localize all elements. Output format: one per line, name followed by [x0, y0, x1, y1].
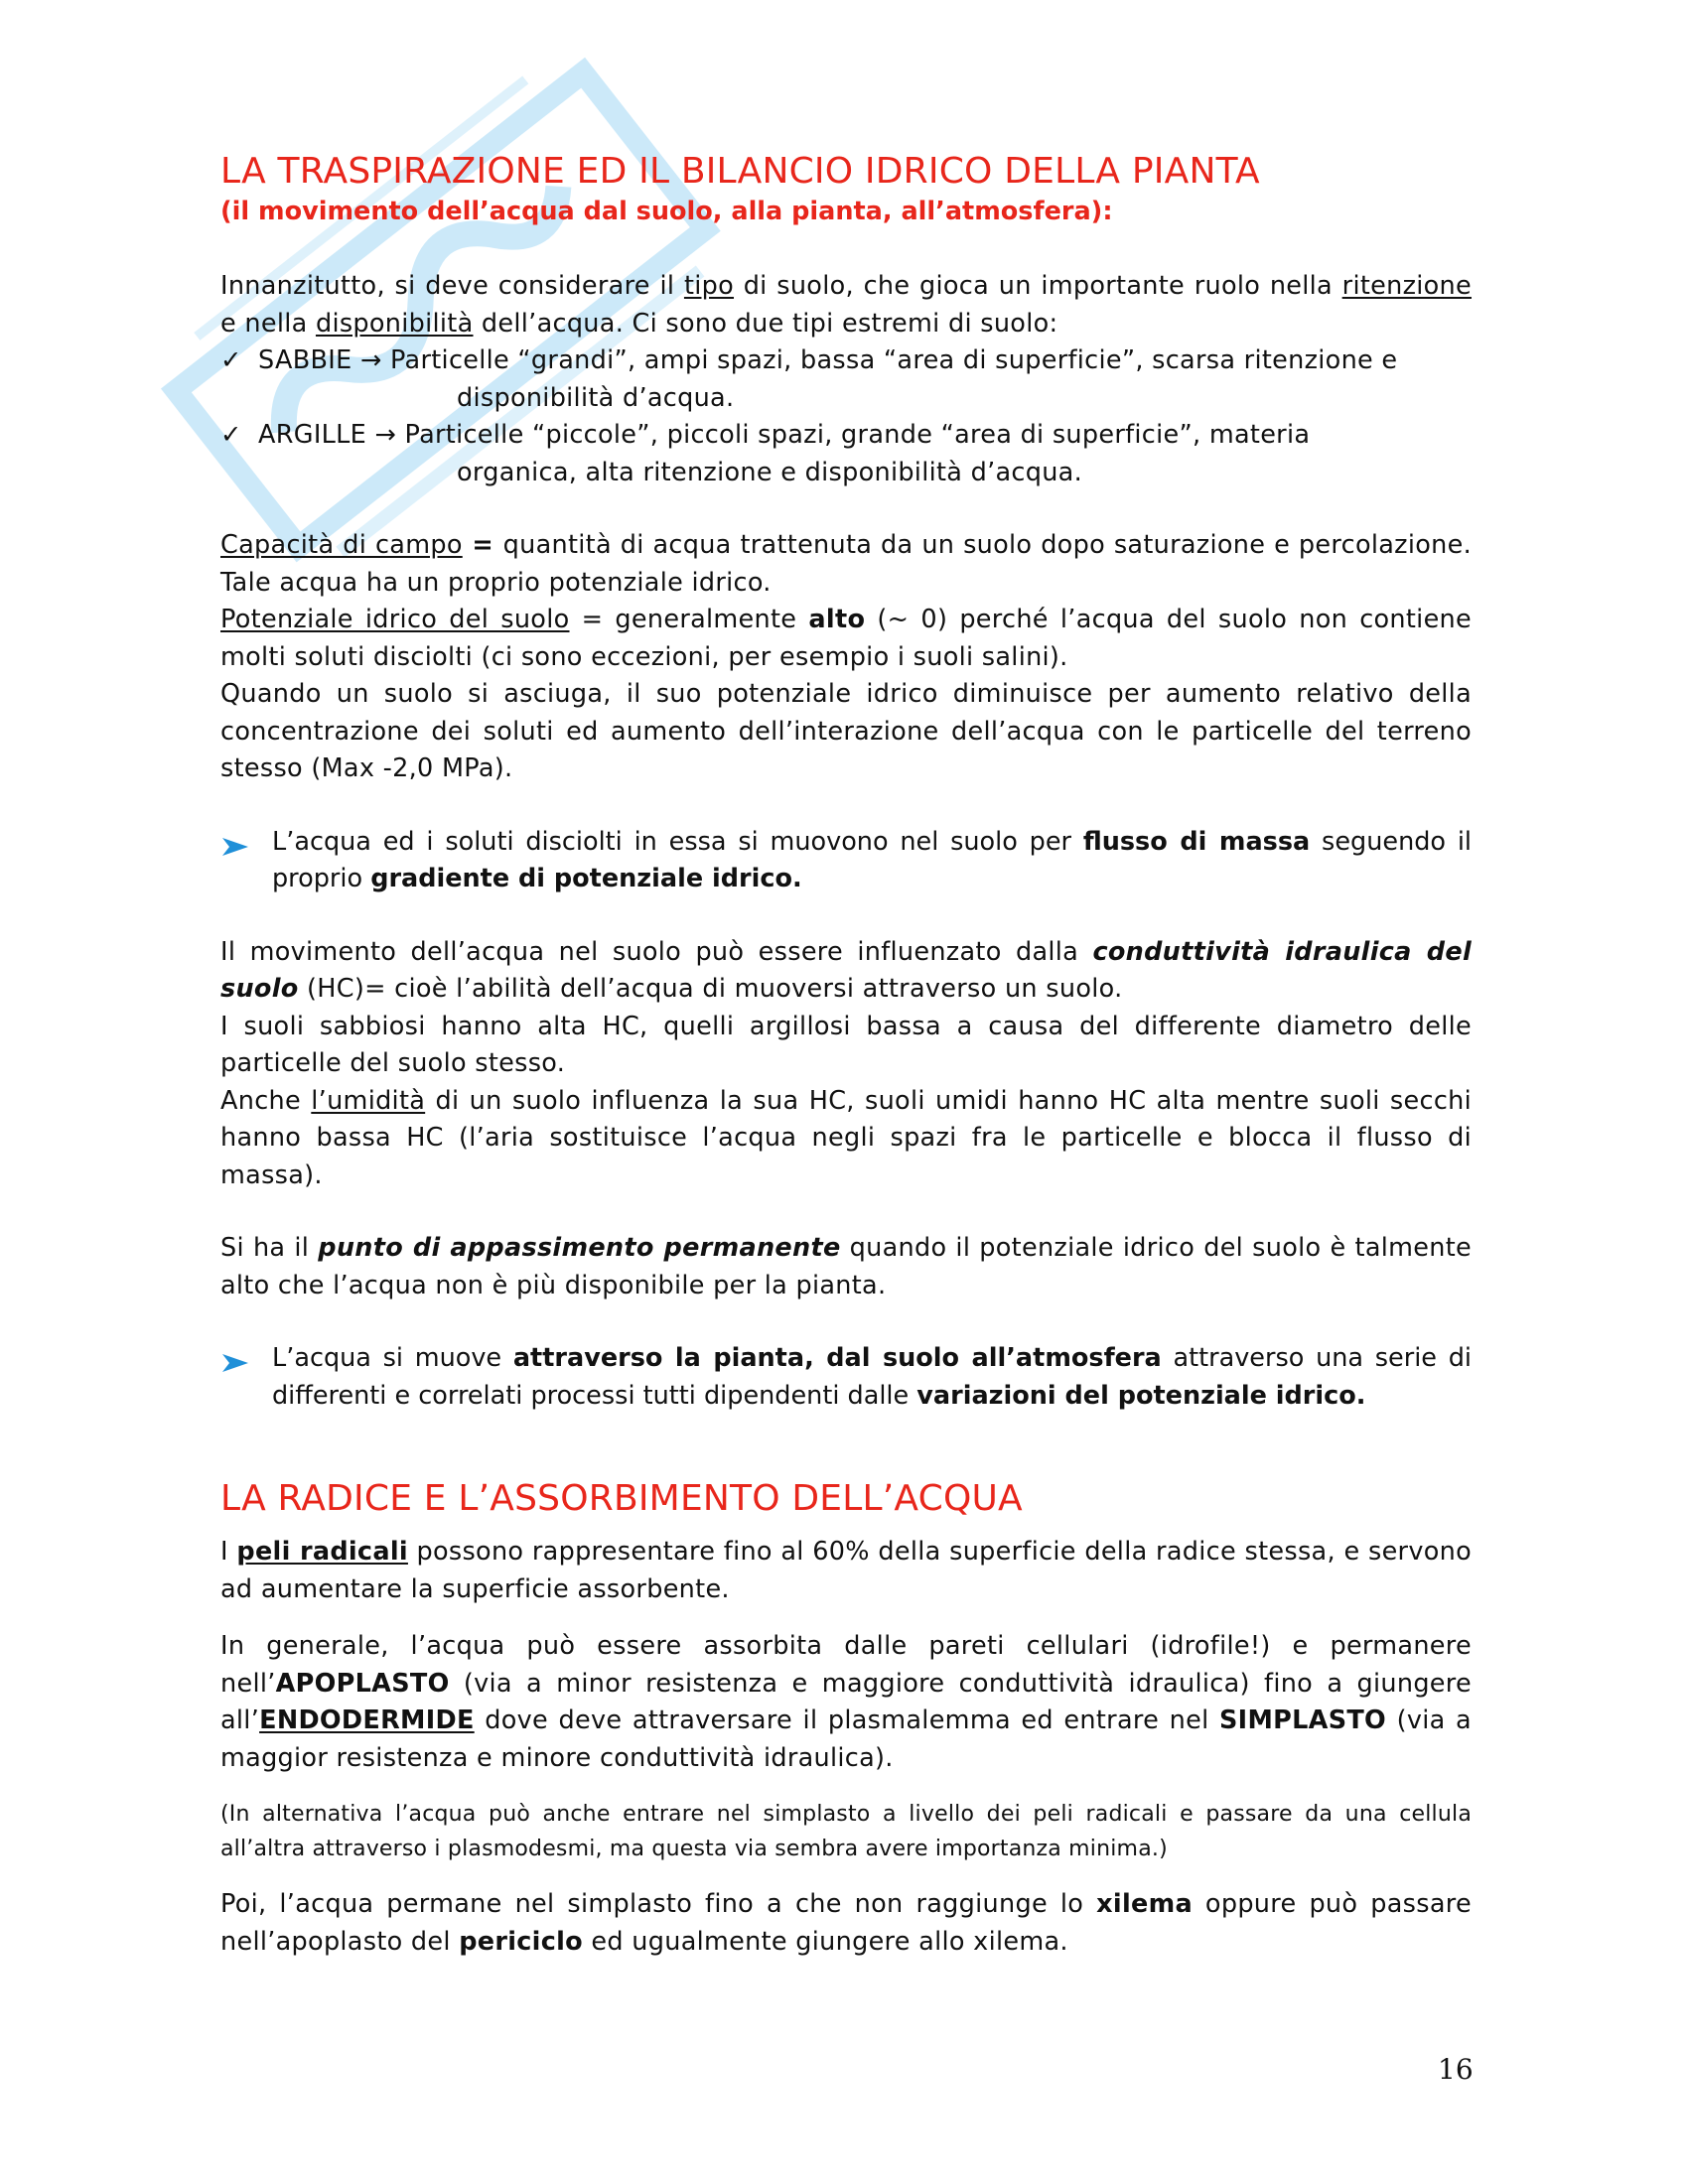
alternative-paragraph: (In alternativa l’acqua può anche entrare nel simplasto a livello dei peli radicali e passare da una cellula all’altra attraverso i plasmodesmi, ma questa via sembra avere importanza minima.) [220, 1802, 1472, 1861]
bullet-water-path: L’acqua si muove attraverso la pianta, dal suolo all’atmosfera attraverso una serie di differenti e correlati processi tutti dipendenti dalle variazioni del potenziale idrico. [220, 1340, 1472, 1415]
apoplast-paragraph: In generale, l’acqua può essere assorbita dalle pareti cellulari (idrofile!) e permanere nell’APOPLASTO (via a minor resistenza e maggiore conduttività idraulica) fino a giungere all’ENDODERMIDE dove deve attraversare il plasmalemma ed entrare nel SIMPLASTO (via a maggior resistenza e minore conduttività idraulica). [220, 1631, 1472, 1773]
humidity-paragraph: Anche l’umidità di un suolo influenza la sua HC, suoli umidi hanno HC alta mentre suoli secchi hanno bassa HC (l’aria sostituisce l’acqua negli spazi fra le particelle e blocca il flusso di massa). [220, 1085, 1472, 1190]
page-content [220, 149, 1472, 1961]
xylem-paragraph: Poi, l’acqua permane nel simplasto fino a che non raggiunge lo xilema oppure può passare nell’apoplasto del periciclo ed ugualmente giungere allo xilema. [220, 1889, 1472, 1957]
soil-item-sand: ✓ SABBIE → Particelle “grandi”, ampi spazi, bassa “area di superficie”, scarsa ritenzione e disponibilità d’acqua. [220, 342, 1472, 417]
section-title-root: LA RADICE E L’ASSORBIMENTO DELL’ACQUA [220, 1478, 1023, 1519]
sandy-soils-paragraph: I suoli sabbiosi hanno alta HC, quelli argillosi bassa a causa del differente diametro delle particelle del suolo stesso. [220, 1011, 1472, 1078]
arrow-bullet-icon [220, 1340, 272, 1415]
hydraulic-conductivity-paragraph: Il movimento dell’acqua nel suolo può essere influenzato dalla conduttività idraulica del suolo (HC)= cioè l’abilità dell’acqua di muoversi attraverso un suolo. [220, 936, 1472, 1004]
soil-potential-paragraph: Potenziale idrico del suolo = generalmente alto (~ 0) perché l’acqua del suolo non contiene molti soluti disciolti (ci sono eccezioni, per esempio i suoli salini). [220, 605, 1473, 672]
checkmark-icon: ✓ [220, 345, 242, 375]
drying-paragraph: Quando un suolo si asciuga, il suo potenziale idrico diminuisce per aumento relativo della concentrazione dei soluti ed aumento dell’interazione dell’acqua con le particelle del terreno stesso (Max -2,0 MPa). [220, 679, 1472, 783]
page-number: 16 [1438, 2053, 1474, 2086]
bullet-mass-flow: L’acqua ed i soluti disciolti in essa si muovono nel suolo per flusso di massa seguendo il proprio gradiente di potenziale idrico. [220, 824, 1472, 898]
root-hairs-paragraph: I peli radicali possono rappresentare fino al 60% della superficie della radice stessa, e servono ad aumentare la superficie assorbente. [220, 1537, 1472, 1604]
intro-paragraph: Innanzitutto, si deve considerare il tipo di suolo, che gioca un importante ruolo nella ritenzione e nella disponibilità dell’acqua. Ci sono due tipi estremi di suolo: [220, 271, 1472, 339]
soil-item-clay: ✓ ARGILLE → Particelle “piccole”, piccoli spazi, grande “area di superficie”, materia organica, alta ritenzione e disponibilità d’acqua. [220, 417, 1472, 491]
section-subtitle: (il movimento dell’acqua dal suolo, alla pianta, all’atmosfera): [220, 197, 1113, 226]
checkmark-icon: ✓ [220, 420, 242, 450]
arrow-bullet-icon [220, 824, 272, 898]
section-title-transpiration: LA TRASPIRAZIONE ED IL BILANCIO IDRICO DELLA PIANTA [220, 151, 1260, 192]
wilting-point-paragraph: Si ha il punto di appassimento permanente quando il potenziale idrico del suolo è talmente alto che l’acqua non è più disponibile per la pianta. [220, 1233, 1473, 1300]
field-capacity-paragraph: Capacità di campo = quantità di acqua trattenuta da un suolo dopo saturazione e percolazione. Tale acqua ha un proprio potenziale idrico. [220, 530, 1472, 598]
